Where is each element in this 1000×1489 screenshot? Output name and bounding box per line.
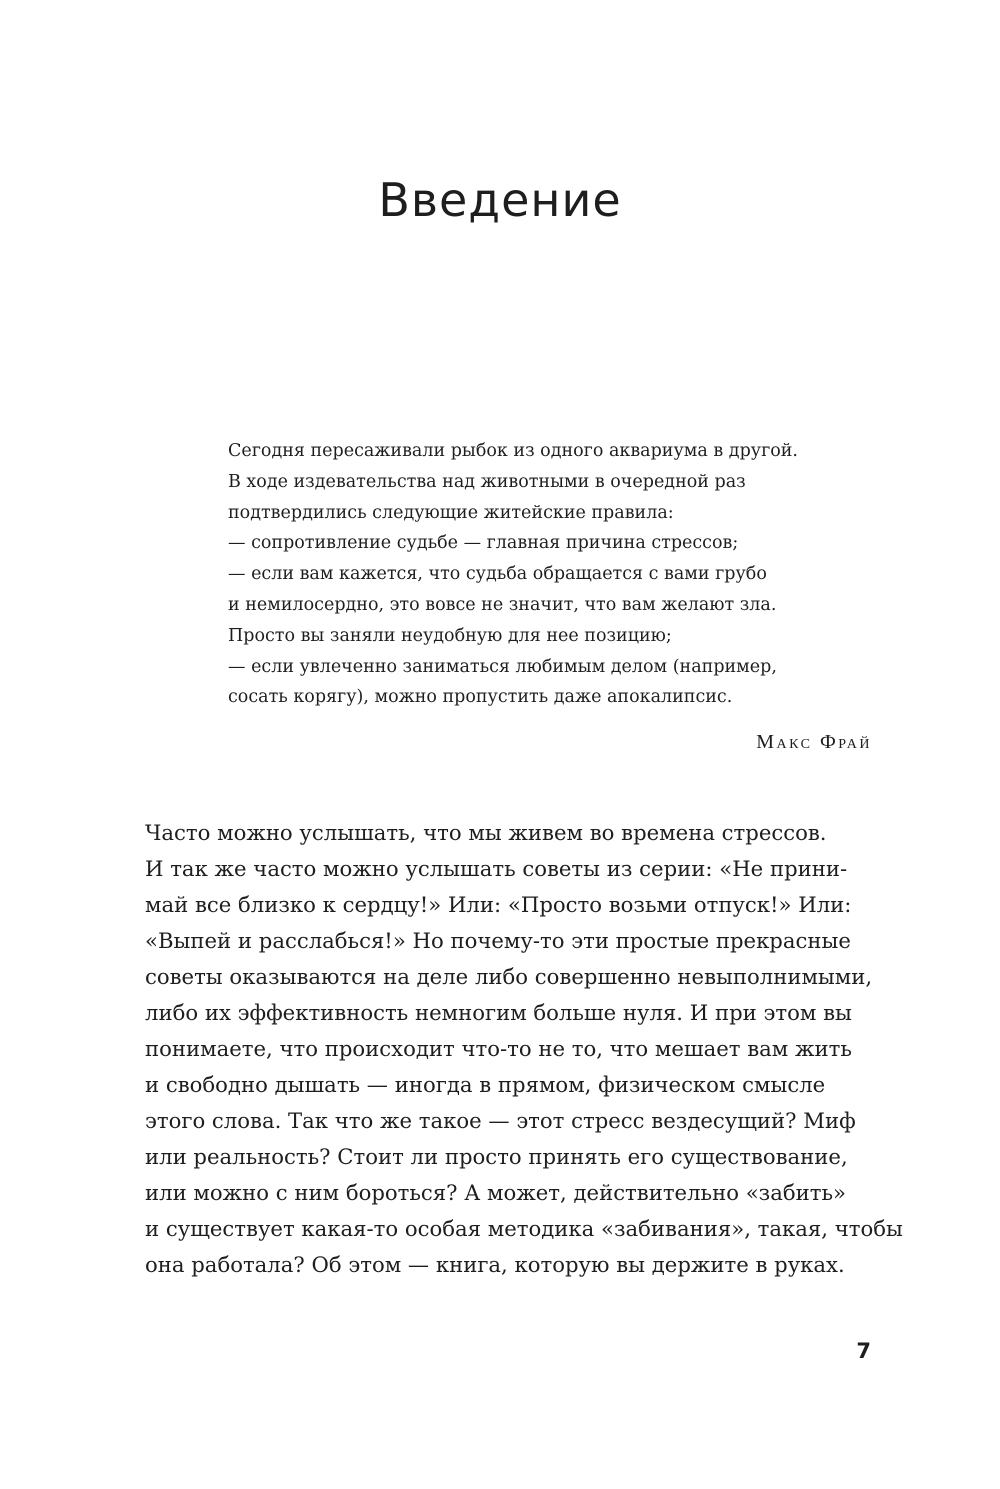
epigraph: [228, 436, 878, 713]
chapter-title: Введение: [378, 173, 622, 227]
body-line: либо их эффективность немногим больше нуля. И при этом вы: [145, 1000, 852, 1025]
body-line: или можно с ним бороться? А может, действительно «забить»: [145, 1180, 846, 1205]
epigraph-line: Сегодня пересаживали рыбок из одного аквариума в другой.: [228, 441, 798, 461]
body-line: она работала? Об этом — книга, которую вы держите в руках.: [145, 1252, 845, 1277]
body-line: понимаете, что происходит что-то не то, что мешает вам жить: [145, 1036, 852, 1061]
epigraph-line: сосать корягу), можно пропустить даже апокалипсис.: [228, 687, 733, 708]
epigraph-line: и немилосердно, это вовсе не значит, что вам желают зла.: [228, 594, 777, 615]
body-paragraph: [145, 815, 903, 1283]
epigraph-line: — сопротивление судьбе — главная причина стрессов;: [228, 533, 739, 554]
body-line: май все близко к сердцу!» Или: «Просто возьми отпуск!» Или:: [145, 892, 852, 917]
epigraph-line: подтвердились следующие житейские правила:: [228, 502, 674, 523]
epigraph-line: В ходе издевательства над животными в очередной раз: [228, 471, 746, 492]
epigraph-line: Просто вы заняли неудобную для нее позицию;: [228, 625, 672, 646]
body-line: и существует какая-то особая методика «забивания», такая, чтобы: [145, 1216, 903, 1241]
epigraph-line: — если увлеченно заниматься любимым делом (например,: [228, 656, 777, 677]
body-line: советы оказываются на деле либо совершенно невыполнимыми,: [145, 964, 873, 989]
epigraph-line: — если вам кажется, что судьба обращается с вами грубо: [228, 564, 767, 585]
body-line: и свободно дышать — иногда в прямом, физическом смысле: [145, 1072, 826, 1097]
body-line: этого слова. Так что же такое — этот стресс вездесущий? Миф: [145, 1108, 856, 1133]
page-number: 7: [856, 1339, 871, 1363]
body-line: Часто можно услышать, что мы живем во времена стрессов.: [145, 820, 827, 845]
epigraph-author: Макс Фрай: [756, 731, 872, 753]
body-line: или реальность? Стоит ли просто принять его существование,: [145, 1144, 848, 1169]
body-line: «Выпей и расслабься!» Но почему-то эти простые прекрасные: [145, 928, 851, 953]
body-line: И так же часто можно услышать советы из серии: «Не прини-: [145, 856, 848, 881]
